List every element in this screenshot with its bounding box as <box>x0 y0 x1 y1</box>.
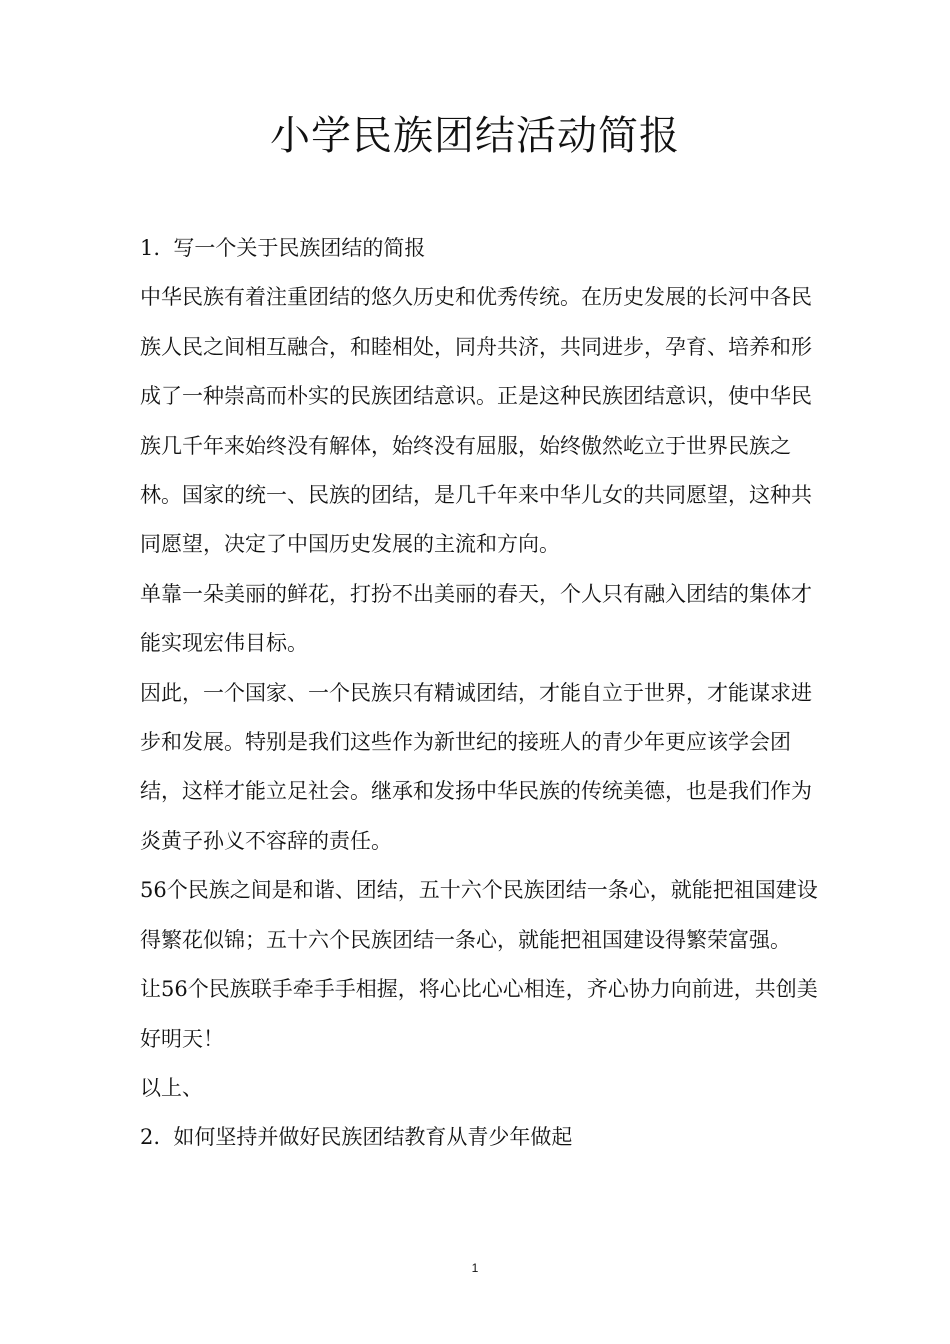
paragraph-hand-in-hand: 让56个民族联手牵手手相握，将心比心心相连，齐心协力向前进，共创美好明天！ <box>140 977 818 1051</box>
section-heading-1: 1. 写一个关于民族团结的简报 <box>140 236 426 260</box>
paragraph-unity: 因此，一个国家、一个民族只有精诚团结，才能自立于世界，才能谋求进步和发展。特别是我们这些作为新世纪的接班人的青少年更应该学会团结，这样才能立足社会。继承和发扬中华民族的传统美德，也是我们作为炎黄子孙义不容辞的责任。 <box>140 680 812 853</box>
paragraph-above: 以上、 <box>140 1075 203 1100</box>
paragraph-history: 中华民族有着注重团结的悠久历史和优秀传统。在历史发展的长河中各民族人民之间相互融合，和睦相处，同舟共济，共同进步，孕育、培养和形成了一种崇高而朴实的民族团结意识。正是这种民族团结意识，使中华民族几千年来始终没有解体，始终没有屈服，始终傲然屹立于世界民族之林。国家的统一、民族的团结，是几千年来中华儿女的共同愿望，这种共同愿望，决定了中国历史发展的主流和方向。 <box>140 285 812 557</box>
section-heading-2: 2. 如何坚持并做好民族团结教育从青少年做起 <box>140 1125 573 1150</box>
document-body <box>140 224 830 1163</box>
paragraph-flower: 单靠一朵美丽的鲜花，打扮不出美丽的春天，个人只有融入团结的集体才能实现宏伟目标。 <box>140 581 812 656</box>
document-title: 小学民族团结活动简报 <box>270 113 680 159</box>
paragraph-56-nations: 56个民族之间是和谐、团结，五十六个民族团结一条心，就能把祖国建设得繁花似锦；五十六个民族团结一条心，就能把祖国建设得繁荣富强。 <box>140 878 818 952</box>
page-number: 1 <box>471 1261 479 1275</box>
